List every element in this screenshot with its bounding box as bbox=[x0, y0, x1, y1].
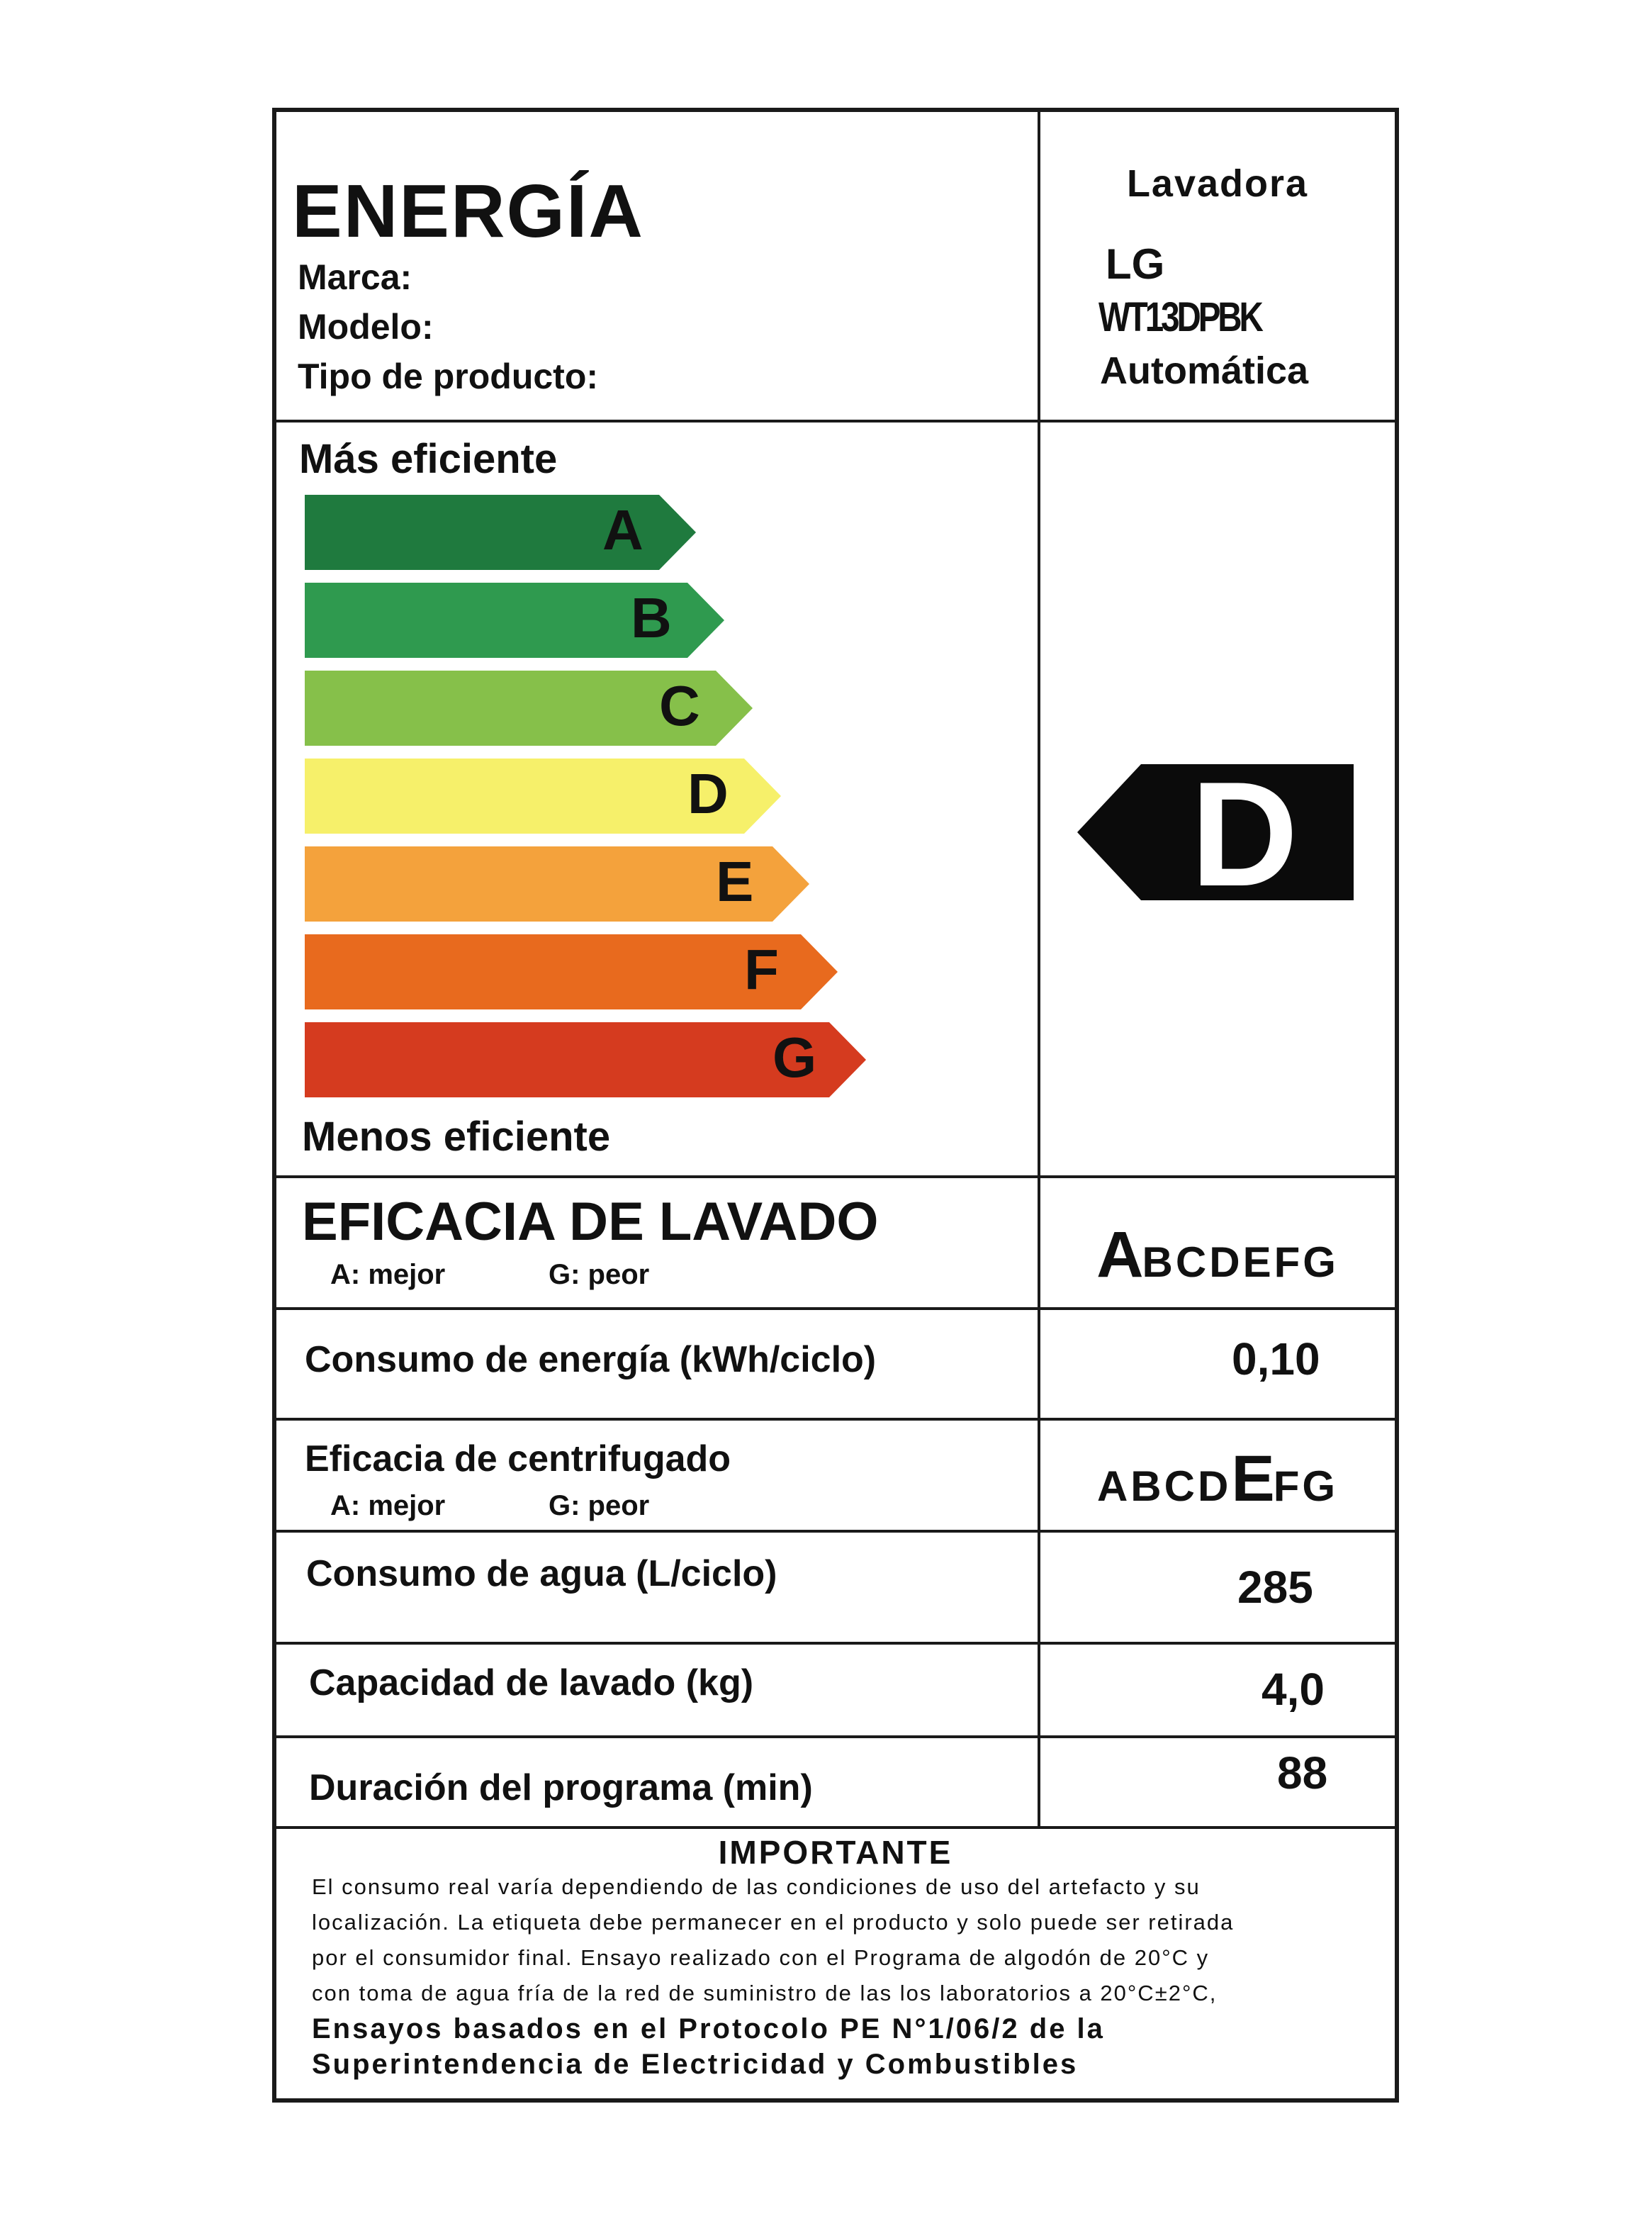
important-protocol-line: Ensayos basados en el Protocolo PE N°1/06/2 de la bbox=[312, 2013, 1105, 2044]
wash-efficacy-worst: G: peor bbox=[549, 1259, 650, 1290]
brand-field-label: Marca: bbox=[298, 257, 412, 297]
efficiency-bar-letter: B bbox=[631, 586, 672, 649]
divider bbox=[276, 1175, 1395, 1178]
wash-class-letter: G bbox=[1303, 1238, 1339, 1286]
divider bbox=[276, 1307, 1395, 1310]
water-consumption-value: 285 bbox=[1237, 1562, 1313, 1613]
efficiency-bar-a bbox=[305, 495, 696, 570]
spin-efficacy-label: Eficacia de centrifugado bbox=[305, 1438, 731, 1479]
most-efficient-label: Más eficiente bbox=[299, 436, 558, 482]
model-field-label: Modelo: bbox=[298, 307, 434, 347]
spin-class-letter: D bbox=[1197, 1462, 1232, 1510]
divider bbox=[276, 1418, 1395, 1421]
efficiency-bar-b bbox=[305, 583, 724, 658]
column-divider bbox=[1038, 112, 1040, 1828]
energy-consumption-value: 0,10 bbox=[1232, 1333, 1320, 1384]
efficiency-bar-letter: C bbox=[659, 674, 700, 737]
important-title: IMPORTANTE bbox=[718, 1834, 953, 1871]
efficiency-bar-c bbox=[305, 671, 753, 746]
type-field-label: Tipo de producto: bbox=[298, 357, 599, 396]
spin-class-letter: F bbox=[1273, 1462, 1303, 1510]
least-efficient-label: Menos eficiente bbox=[302, 1114, 611, 1160]
duration-value: 88 bbox=[1277, 1747, 1328, 1798]
wash-class-letter: B bbox=[1142, 1238, 1176, 1286]
efficiency-bar-letter: E bbox=[716, 850, 754, 913]
spin-class-letter: C bbox=[1164, 1462, 1198, 1510]
efficiency-bar-letter: G bbox=[772, 1026, 817, 1089]
efficiency-bar-f bbox=[305, 934, 838, 1009]
spin-class-letter: A bbox=[1096, 1462, 1131, 1510]
divider bbox=[276, 1826, 1395, 1829]
duration-label: Duración del programa (min) bbox=[309, 1767, 813, 1808]
spin-class-letter: E bbox=[1231, 1443, 1274, 1515]
important-text-line: localización. La etiqueta debe permanecer en el producto y solo puede ser retirada bbox=[312, 1910, 1235, 1935]
label-title: ENERGÍA bbox=[292, 169, 644, 253]
efficiency-bar-letter: F bbox=[744, 938, 779, 1001]
divider bbox=[276, 420, 1395, 422]
important-protocol-line: Superintendencia de Electricidad y Combustibles bbox=[312, 2049, 1079, 2080]
important-text-line: con toma de agua fría de la red de suministro de las los laboratorios a 20°C±2°C, bbox=[312, 1981, 1218, 2005]
product-category: Lavadora bbox=[1126, 162, 1309, 205]
efficiency-bar-g bbox=[305, 1022, 866, 1097]
energy-label bbox=[272, 108, 1399, 2103]
wash-class-letter: D bbox=[1209, 1238, 1243, 1286]
efficiency-bar-letter: D bbox=[687, 762, 729, 825]
wash-efficacy-best: A: mejor bbox=[330, 1259, 446, 1290]
divider bbox=[276, 1735, 1395, 1738]
important-text-line: por el consumidor final. Ensayo realizado con el Programa de algodón de 20°C y bbox=[312, 1945, 1210, 1970]
divider bbox=[276, 1642, 1395, 1645]
efficiency-bar-d bbox=[305, 759, 781, 834]
spin-class-letter: B bbox=[1130, 1462, 1164, 1510]
spin-efficacy-best: A: mejor bbox=[330, 1490, 446, 1521]
wash-class-letter: E bbox=[1242, 1238, 1274, 1286]
wash-class-letter: C bbox=[1175, 1238, 1210, 1286]
energy-consumption-label: Consumo de energía (kWh/ciclo) bbox=[305, 1339, 877, 1380]
type-value: Automática bbox=[1100, 349, 1309, 392]
spin-efficacy-scale bbox=[1040, 1442, 1395, 1516]
wash-efficacy-title: EFICACIA DE LAVADO bbox=[302, 1192, 879, 1252]
spin-class-letter: G bbox=[1302, 1462, 1339, 1510]
wash-efficacy-scale bbox=[1040, 1218, 1395, 1292]
efficiency-bar-letter: A bbox=[602, 498, 644, 561]
efficiency-bar-e bbox=[305, 846, 809, 922]
important-text-line: El consumo real varía dependiendo de las condiciones de uso del artefacto y su bbox=[312, 1874, 1201, 1899]
spin-efficacy-worst: G: peor bbox=[549, 1490, 650, 1521]
wash-class-letter: A bbox=[1096, 1219, 1142, 1291]
brand-value: LG bbox=[1106, 240, 1165, 288]
capacity-label: Capacidad de lavado (kg) bbox=[309, 1662, 754, 1703]
water-consumption-label: Consumo de agua (L/ciclo) bbox=[306, 1553, 777, 1594]
capacity-value: 4,0 bbox=[1262, 1664, 1325, 1715]
model-value: WT13DPBK bbox=[1098, 294, 1261, 340]
divider bbox=[276, 1530, 1395, 1533]
wash-class-letter: F bbox=[1274, 1238, 1303, 1286]
rating-arrow bbox=[1077, 751, 1354, 917]
rating-letter: D bbox=[1191, 751, 1298, 917]
